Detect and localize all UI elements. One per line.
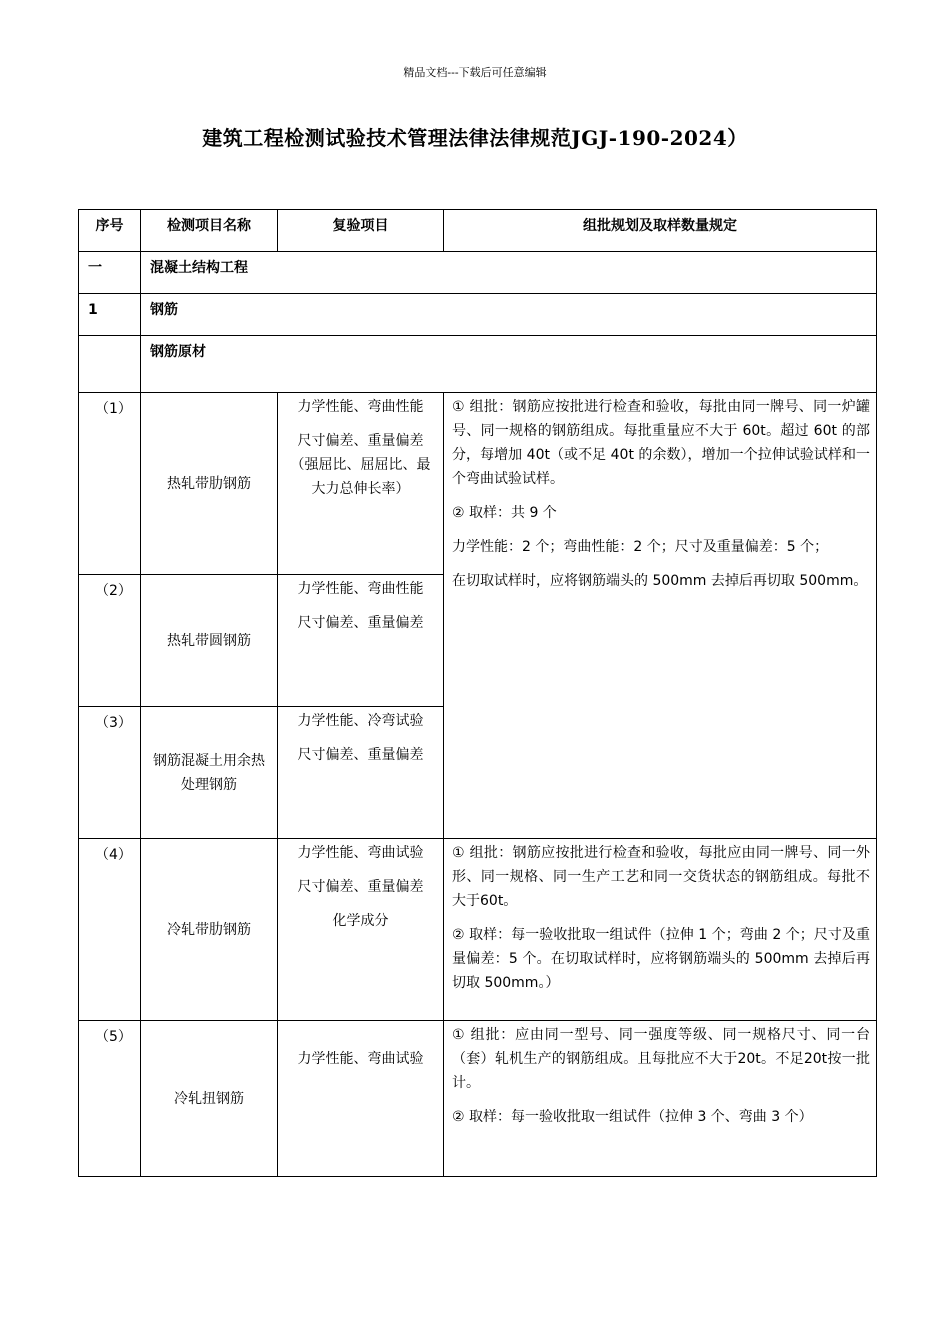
row-name: 冷轧带肋钢筋 bbox=[141, 839, 278, 1021]
rule-paragraph: ① 组批：钢筋应按批进行检查和验收，每批应由同一牌号、同一外形、同一规格、同一生产工艺和同一交货状态的钢筋组成。每批不大于60t。 bbox=[452, 845, 870, 909]
table-row bbox=[79, 1021, 877, 1177]
group-label: 钢筋原材 bbox=[141, 336, 877, 393]
item-line: 化学成分 bbox=[332, 913, 389, 929]
row-no: （3） bbox=[79, 707, 141, 839]
shared-rules-cell bbox=[444, 393, 877, 839]
header-cell-items: 复验项目 bbox=[278, 210, 444, 252]
item-line: 力学性能、弯曲试验 bbox=[297, 1051, 424, 1067]
row-items bbox=[278, 575, 444, 707]
item-line: 力学性能、冷弯试验 bbox=[297, 713, 424, 729]
rule-paragraph: ② 取样：每一验收批取一组试件（拉伸 3 个、弯曲 3 个） bbox=[452, 1109, 813, 1125]
group-row bbox=[79, 336, 877, 393]
row-no: （5） bbox=[79, 1021, 141, 1177]
item-line: 尺寸偏差、重量偏差 bbox=[297, 747, 424, 763]
row-items bbox=[278, 1021, 444, 1177]
group-no bbox=[79, 336, 141, 393]
section-no: 一 bbox=[79, 252, 141, 294]
section-label: 混凝土结构工程 bbox=[141, 252, 877, 294]
header-cell-name: 检测项目名称 bbox=[141, 210, 278, 252]
item-line: 力学性能、弯曲试验 bbox=[297, 845, 424, 861]
row-name: 钢筋混凝土用余热处理钢筋 bbox=[141, 707, 278, 839]
item-line: 尺寸偏差、重量偏差 bbox=[297, 879, 424, 895]
header-cell-rules: 组批规划及取样数量规定 bbox=[444, 210, 877, 252]
header-note: 精品文档---下载后可任意编辑 bbox=[403, 66, 547, 79]
rule-paragraph: ① 组批：应由同一型号、同一强度等级、同一规格尺寸、同一台（套）轧机生产的钢筋组成。且每批应不大于20t。不足20t按一批计。 bbox=[452, 1027, 870, 1091]
row-name: 热轧带肋钢筋 bbox=[141, 393, 278, 575]
document-title: 建筑工程检测试验技术管理法律法律规范JGJ-190-2024） bbox=[202, 126, 748, 150]
header-cell-no: 序号 bbox=[79, 210, 141, 252]
item-line: 力学性能、弯曲性能 bbox=[297, 399, 424, 415]
table-row bbox=[79, 839, 877, 1021]
row-name: 热轧带圆钢筋 bbox=[141, 575, 278, 707]
rule-paragraph: ② 取样：共 9 个 bbox=[452, 505, 557, 521]
rule-paragraph: ① 组批：钢筋应按批进行检查和验收，每批由同一牌号、同一炉罐号、同一规格的钢筋组成。每批重量应不大于 60t。超过 60t 的部分，每增加 40t（或不足 40t 的余数），增加一个拉伸试验试样和一个弯曲试验试样。 bbox=[452, 399, 870, 487]
subsection-label: 钢筋 bbox=[141, 294, 877, 336]
table-row bbox=[79, 393, 877, 575]
row-items bbox=[278, 839, 444, 1021]
subsection-no: 1 bbox=[79, 294, 141, 336]
inspection-table bbox=[78, 209, 877, 1177]
rule-paragraph: 力学性能：2 个；弯曲性能：2 个；尺寸及重量偏差：5 个； bbox=[452, 539, 829, 555]
section-row bbox=[79, 252, 877, 294]
row-items bbox=[278, 393, 444, 575]
rule-paragraph: ② 取样：每一验收批取一组试件（拉伸 1 个；弯曲 2 个；尺寸及重量偏差：5 个。在切取试样时，应将钢筋端头的 500mm 去掉后再切取 500mm。） bbox=[452, 927, 870, 991]
row-items bbox=[278, 707, 444, 839]
subsection-row bbox=[79, 294, 877, 336]
table-header-row bbox=[79, 210, 877, 252]
rule-paragraph: 在切取试样时，应将钢筋端头的 500mm 去掉后再切取 500mm。 bbox=[452, 573, 868, 589]
row-no: （2） bbox=[79, 575, 141, 707]
row-no: （4） bbox=[79, 839, 141, 1021]
row-no: （1） bbox=[79, 393, 141, 575]
rules-cell bbox=[444, 839, 877, 1021]
row-name: 冷轧扭钢筋 bbox=[141, 1021, 278, 1177]
item-line: 尺寸偏差、重量偏差（强屈比、屈屈比、最大力总伸长率） bbox=[290, 433, 431, 497]
item-line: 力学性能、弯曲性能 bbox=[297, 581, 424, 597]
rules-cell bbox=[444, 1021, 877, 1177]
item-line: 尺寸偏差、重量偏差 bbox=[297, 615, 424, 631]
